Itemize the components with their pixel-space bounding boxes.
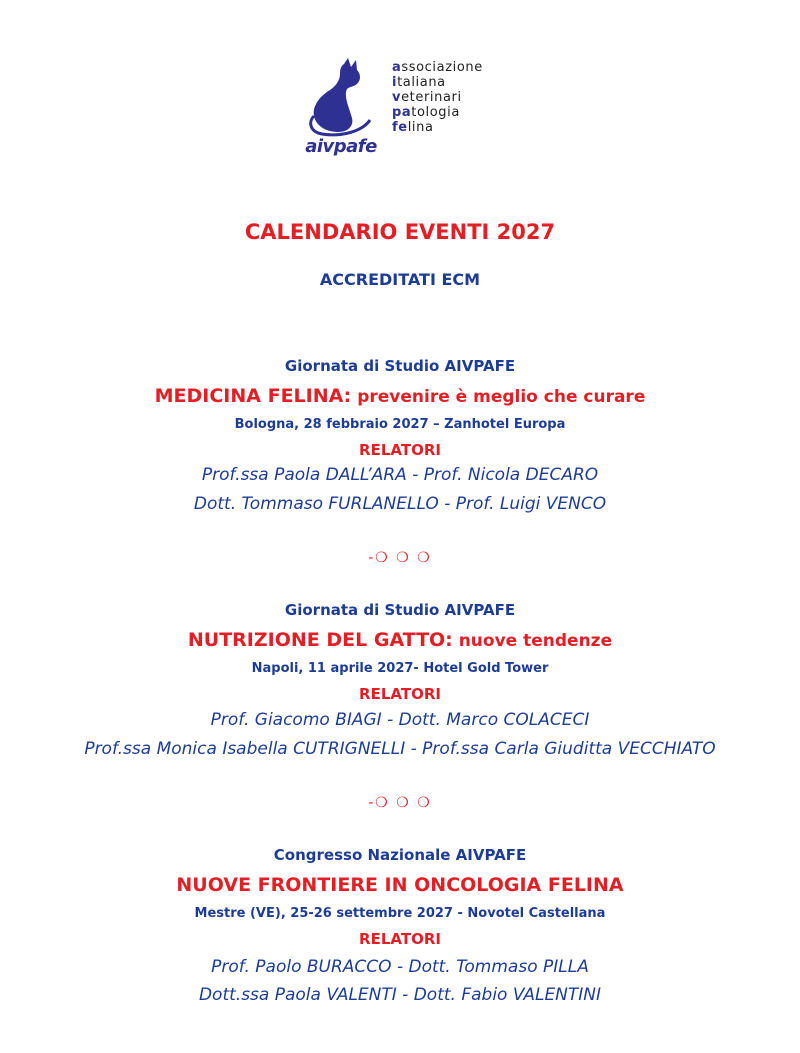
logo-line: italiana xyxy=(392,75,446,90)
event-1-title: MEDICINA FELINA: prevenire è meglio che curare xyxy=(154,385,646,407)
logo-line: associazione xyxy=(392,60,483,75)
event-3-relatori-label: RELATORI xyxy=(359,930,441,948)
event-1-speakers-line: Dott. Tommaso FURLANELLO - Prof. Luigi VENCO xyxy=(193,494,607,514)
event-3-info: Mestre (VE), 25-26 settembre 2027 - Novotel Castellana xyxy=(194,906,606,921)
event-1-speakers-line: Prof.ssa Paola DALL’ARA - Prof. Nicola DECARO xyxy=(201,465,599,485)
event-2-speakers-line: Prof. Giacomo BIAGI - Dott. Marco COLACECI xyxy=(210,710,590,730)
page-subtitle: ACCREDITATI ECM xyxy=(319,270,481,289)
section-separator: -❍ ❍ ❍ xyxy=(368,795,432,811)
event-3-kicker: Congresso Nazionale AIVPAFE xyxy=(273,846,527,864)
event-2-relatori-label: RELATORI xyxy=(359,685,441,703)
page-title: CALENDARIO EVENTI 2027 xyxy=(244,220,556,244)
event-2-title: NUTRIZIONE DEL GATTO: nuove tendenze xyxy=(187,629,613,651)
logo-text-block xyxy=(392,60,483,135)
logo-line: felina xyxy=(392,120,434,135)
event-2-kicker: Giornata di Studio AIVPAFE xyxy=(284,601,516,619)
logo-line: veterinari xyxy=(392,90,462,105)
event-1-relatori-label: RELATORI xyxy=(359,441,441,459)
logo-line: patologia xyxy=(392,105,460,120)
event-1-kicker: Giornata di Studio AIVPAFE xyxy=(284,357,516,375)
event-3-speakers-line: Prof. Paolo BURACCO - Dott. Tommaso PILLA xyxy=(211,957,589,977)
event-2-info: Napoli, 11 aprile 2027- Hotel Gold Tower xyxy=(251,661,549,676)
event-3-speakers-line: Dott.ssa Paola VALENTI - Dott. Fabio VALENTINI xyxy=(198,985,602,1005)
aivpafe-logo xyxy=(300,58,520,158)
section-separator: -❍ ❍ ❍ xyxy=(368,550,432,566)
cat-logo-icon xyxy=(300,58,382,138)
event-1-info: Bologna, 28 febbraio 2027 – Zanhotel Europa xyxy=(234,417,566,432)
event-3-title: NUOVE FRONTIERE IN ONCOLOGIA FELINA xyxy=(176,874,624,896)
logo-wordmark: aivpafe xyxy=(305,136,377,157)
event-2-speakers-line: Prof.ssa Monica Isabella CUTRIGNELLI - Prof.ssa Carla Giuditta VECCHIATO xyxy=(84,739,716,759)
